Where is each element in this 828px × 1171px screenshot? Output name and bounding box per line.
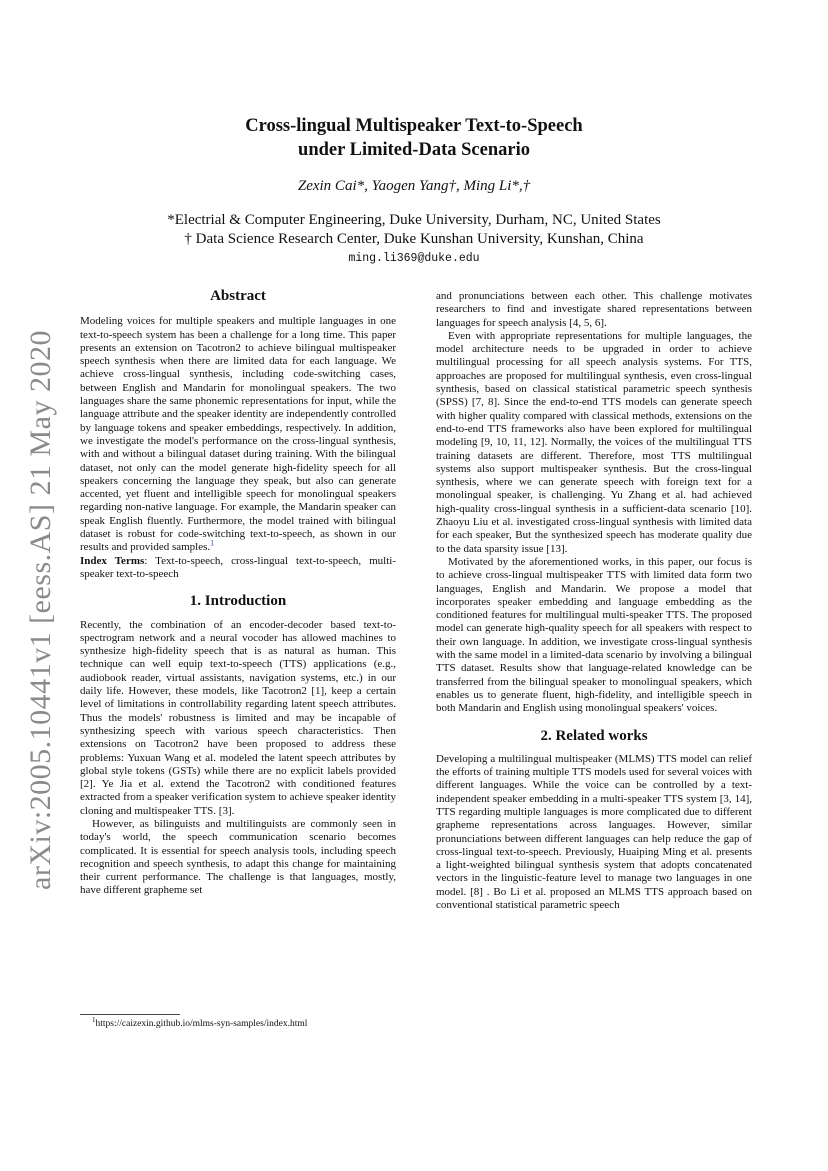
title-line-2: under Limited-Data Scenario xyxy=(298,140,530,160)
abstract-body xyxy=(80,315,396,554)
intro-paragraph-3: Even with appropriate representations for multiple languages, the model architecture needs to be upgraded in order to achieve multilingual processing for all speech analysis systems. For TTS, approaches are proposed for multilingual synthesis, even cross-lingual synthesis, based on classical statistical parametric speech synthesis (SPSS) [7, 8]. Since the end-to-end TTS models can generate speech with higher quality compared with classical methods, extensions on the end-to-end TTS frameworks also have been explored for multilingual modeling [9, 10, 11, 12]. Normally, the voices of the multilingual TTS training datasets are different. Therefore, most TTS multilingual systems also support multispeaker synthesis. But the cross-lingual synthesis, where we can generate speech with foreign text for a monolingual speaker, is challenging. Yu Zhang et al. had achieved high-quality cross-lingual synthesis in a sufficient-data scenario [10]. Zhaoyu Liu et al. investigated cross-lingual synthesis with limited data for each speaker, But the synthesized speech has moderate quality due to the data sparsity issue [13]. xyxy=(436,329,752,555)
arxiv-identifier: arXiv:2005.10441v1 [eess.AS] 21 May 2020 xyxy=(24,330,57,890)
footnote-separator xyxy=(80,1014,180,1015)
footnote-mark: 1 xyxy=(92,1015,96,1024)
paper-title xyxy=(0,114,828,162)
intro-paragraph-4: Motivated by the aforementioned works, in this paper, our focus is to achieve cross-lingual multispeaker TTS with limited data form two languages, English and Mandarin. We propose a model that incorporates speaker embedding and language embedding as the conditioned features for multilingual multi-speaker TTS. The proposed model can generate high-quality speech for all speakers with respect to their own language. In addition, we investigate cross-lingual synthesis with the same model in a limited-data scenario by involving a bilingual TTS dataset. Results show that language-related knowledge can be transferred from the bilingual speaker to monolingual speakers, which enables us to generate fluent, high-fidelity, and intelligible speech in both Mandarin and English using monolingual speakers' voices. xyxy=(436,555,752,715)
title-line-1: Cross-lingual Multispeaker Text-to-Speech xyxy=(245,116,583,136)
intro-continued-paragraph: and pronunciations between each other. This challenge motivates researchers to find and investigate shared representations between languages for speech analysis [4, 5, 6]. xyxy=(436,290,752,329)
author-list: Zexin Cai*, Yaogen Yang†, Ming Li*,† xyxy=(297,178,531,194)
arxiv-sidebar-stamp xyxy=(18,330,64,890)
introduction-heading: 1. Introduction xyxy=(189,593,287,610)
introduction-paragraph-2: However, as bilinguists and multilinguists are commonly seen in today's world, the speech communication scenario becomes complicated. It is essential for speech analysis tools, including speech recognition and speech synthesis, to adapt this change for maintaining their current performance. The challenge is that languages, mostly, have different grapheme set xyxy=(80,817,396,897)
index-terms-label: Index Terms xyxy=(80,554,145,567)
introduction-paragraph-1: Recently, the combination of an encoder-decoder based text-to-spectrogram network and a neural vocoder has allowed machines to synthesize high-fidelity speech that is as natural as human. This technique can well equip text-to-speech (TTS) applications (e.g., audiobook reader, virtual assistants, navigation systems, etc.) in our daily life. However, these models, like Tacotron2 [1], keep a certain level of limitations in controllability regarding latent speech attributes. Thus the models' robustness is limited and may be incapable of synthesizing speech with various speech characteristics. Then extensions on Tacotron2 have been proposed to address these problems: Yuxuan Wang et al. modeled the latent speech attributes by global style tokens (GSTs) while there are no explicit labels provided [2]. Ye Jia et al. extend the Tacotron2 with conditioned features extracted from a speaker verification system to achieve speaker identity cloning and multispeaker TTS. [3]. xyxy=(80,618,396,817)
abstract-text: Modeling voices for multiple speakers and multiple languages in one text-to-speech system has been a challenge for a long time. This paper presents an extension on Tacotron2 to achieve bilingual multispeaker speech synthesis when there are limited data for each language. We achieve cross-lingual synthesis, including code-switching cases, between English and Mandarin for monolingual speakers. The two languages share the same phonemic representations for input, while the language attribute and the speaker identity are independently controlled by language tokens and speaker embeddings, respectively. In addition, we investigate the model's performance on the cross-lingual synthesis, with and without a bilingual dataset during training. With the bilingual dataset, not only can the model generate high-fidelity speech for all speakers concerning the language they speak, but also can generate accented, yet fluent and intelligible speech for monolingual speakers regarding non-native language. For example, the Mandarin speaker can speak English fluently. Furthermore, the model trained with bilingual dataset is robust for code-switching text-to-speech, as shown in our results and provided samples. xyxy=(80,315,396,554)
abstract-heading: Abstract xyxy=(210,288,266,304)
affiliation-duke: *Electrial & Computer Engineering, Duke University, Durham, NC, United States xyxy=(167,212,661,228)
left-column xyxy=(80,290,396,898)
footnote xyxy=(92,1015,308,1029)
affiliation-dku: † Data Science Research Center, Duke Kunshan University, Kunshan, China xyxy=(184,231,644,247)
footnote-url[interactable]: https://caizexin.github.io/mlms-syn-samples/index.html xyxy=(95,1019,308,1029)
affiliations xyxy=(0,211,828,249)
index-terms xyxy=(80,555,396,582)
abstract-footnote-mark[interactable]: 1 xyxy=(210,538,215,548)
related-works-heading: 2. Related works xyxy=(540,727,648,744)
index-terms-text: : Text-to-speech, cross-lingual text-to-speech, multi-speaker text-to-speech xyxy=(80,554,396,580)
right-column xyxy=(436,290,752,912)
related-works-paragraph: Developing a multilingual multispeaker (MLMS) TTS model can relief the efforts of training multiple TTS models used for several voices with different languages. While the voice can be controlled by a text-independent speaker embedding in a multi-speaker TTS system [3, 14], TTS regarding multiple languages is more complicated due to different grapheme representations across languages. However, similar pronunciations between different languages can help reduce the gap of cross-lingual text-to-speech. Previously, Huaiping Ming et al. presents a light-weighted bilingual synthesis system that adopts concatenated vectors in the linguistic-feature level to manage two languages in one model. [8] . Bo Li et al. proposed an MLMS TTS approach based on conventional statistical parametric speech xyxy=(436,752,752,912)
contact-email: ming.li369@duke.edu xyxy=(348,252,480,265)
